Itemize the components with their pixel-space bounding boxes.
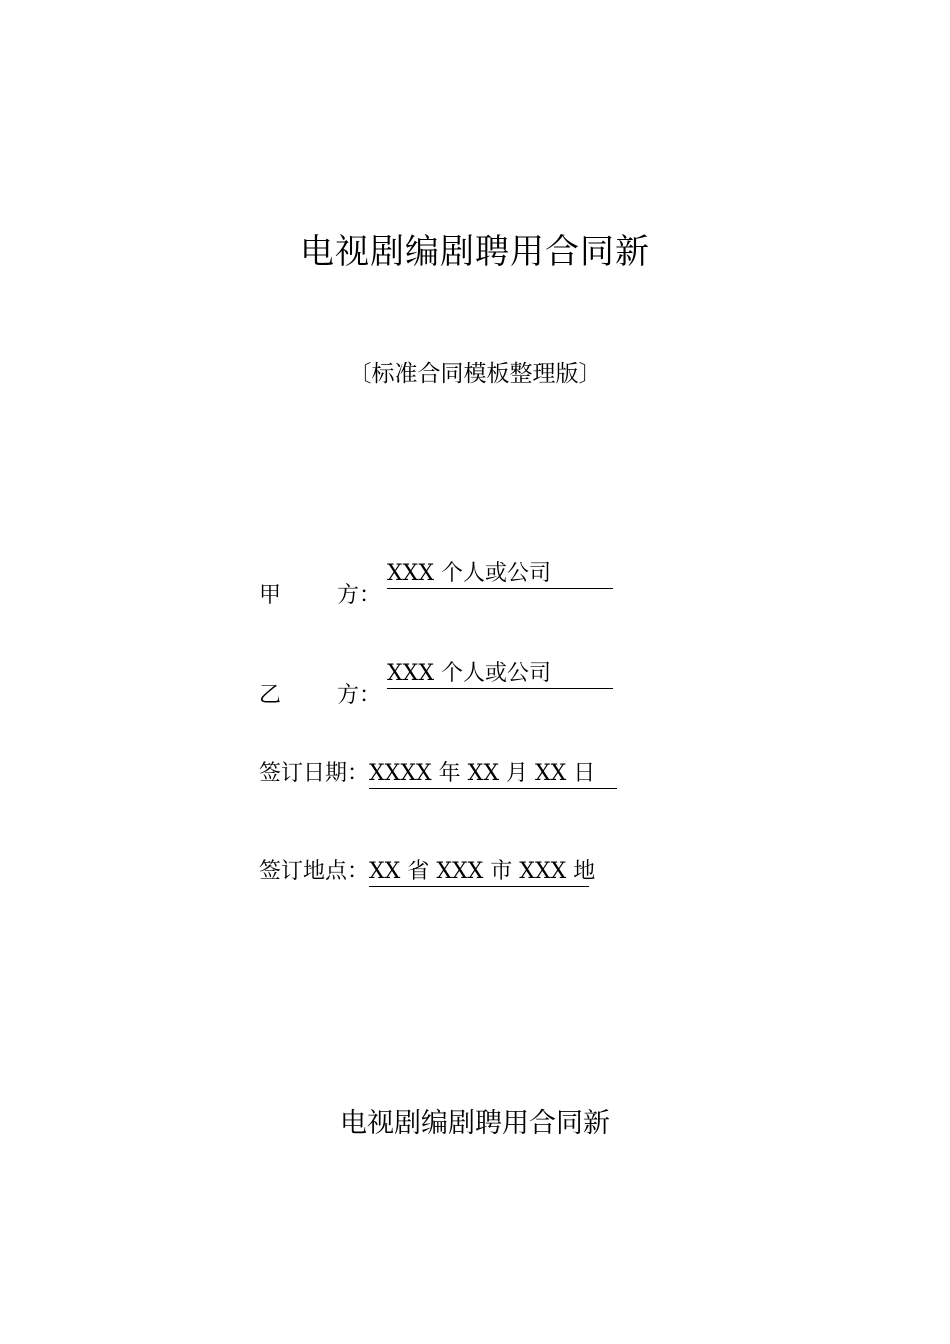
party-a-value: XXX 个人或公司 [387, 560, 613, 589]
sign-place-field [259, 856, 596, 888]
sign-date-value: XXXX 年 XX 月 XX 日 [369, 760, 617, 789]
party-a-label-char2: 方： [337, 583, 382, 608]
sign-place-label: 签订地点： [259, 859, 370, 884]
party-b-label-char1: 乙 [259, 683, 282, 708]
document-title: 电视剧编剧聘用合同新 [300, 232, 650, 272]
party-b-field [259, 658, 613, 708]
sign-date-field [259, 758, 617, 790]
sign-place-value: XX 省 XXX 市 XXX 地 [369, 858, 589, 887]
party-b-label-char2: 方： [337, 683, 382, 708]
document-subtitle: 〔标准合同模板整理版〕 [348, 361, 602, 387]
party-b-value: XXX 个人或公司 [387, 660, 613, 689]
footer-title: 电视剧编剧聘用合同新 [340, 1108, 610, 1139]
party-a-label-char1: 甲 [259, 583, 282, 608]
sign-date-label: 签订日期： [259, 761, 370, 786]
party-a-field [259, 558, 613, 608]
